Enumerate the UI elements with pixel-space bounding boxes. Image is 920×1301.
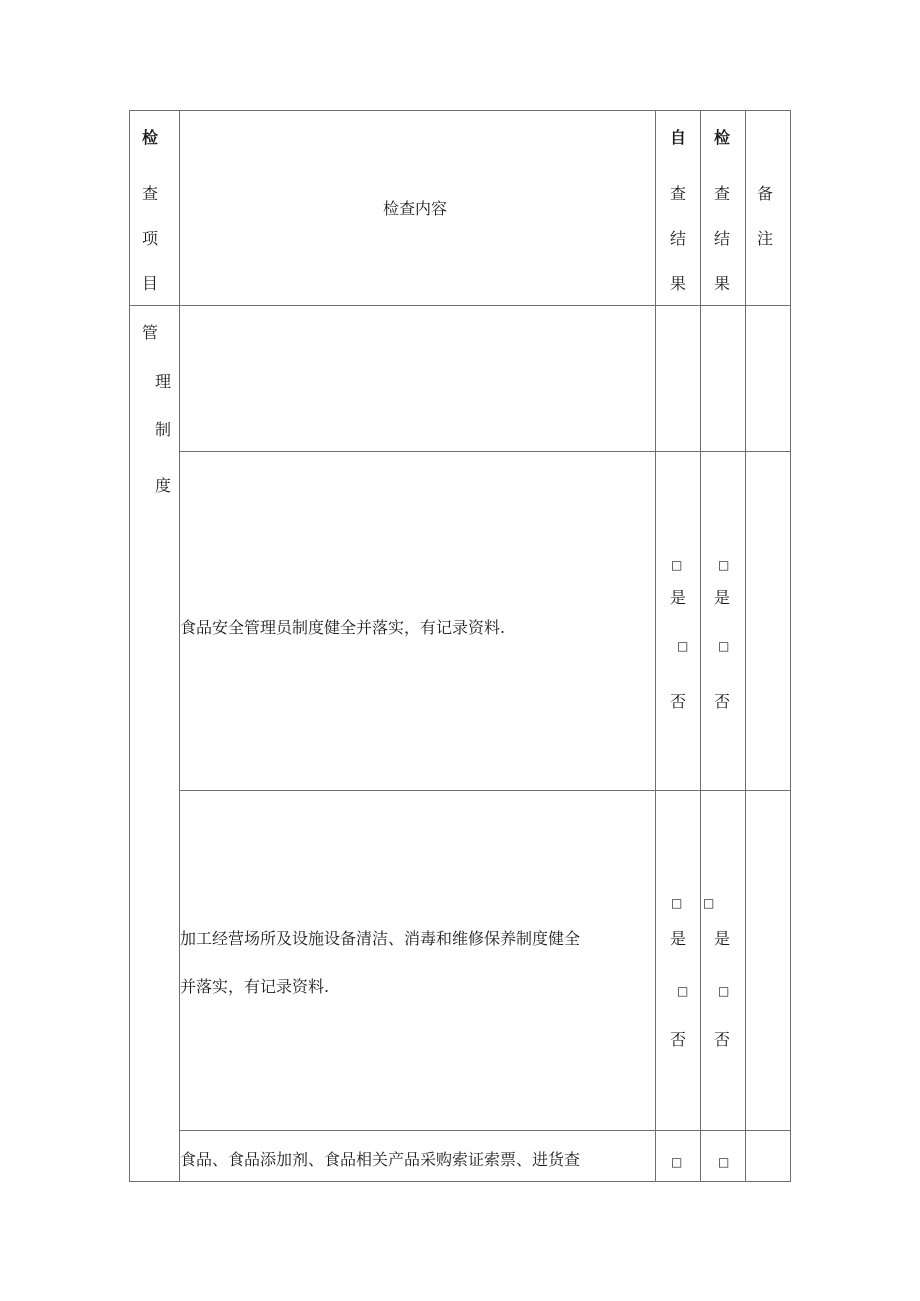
col-divider-check	[745, 110, 746, 1182]
table-border-top	[129, 110, 791, 111]
category-char-3: 制	[155, 420, 172, 439]
header-divider	[129, 305, 791, 306]
row3-self-no-checkbox[interactable]: □	[677, 984, 689, 998]
row3-check-no-label: 否	[714, 1030, 731, 1049]
row4-check-checkbox[interactable]: □	[718, 1155, 730, 1169]
header-content-label: 检查内容	[383, 199, 448, 218]
row2-content-line-1: 食品安全管理员制度健全并落实，有记录资料.	[180, 618, 506, 637]
row4-self-checkbox[interactable]: □	[671, 1155, 683, 1169]
row3-check-yes-checkbox[interactable]: □	[703, 896, 715, 910]
header-check-char-2: 查	[714, 184, 731, 203]
header-self-char-1: 自	[670, 128, 687, 147]
row3-check-no-checkbox[interactable]: □	[718, 984, 730, 998]
header-self-char-3: 结	[670, 229, 687, 248]
header-check-char-3: 结	[714, 229, 731, 248]
row2-self-yes-label: 是	[670, 588, 687, 607]
row3-self-yes-label: 是	[670, 929, 687, 948]
row2-check-no-checkbox[interactable]: □	[718, 639, 730, 653]
table-border-right	[790, 110, 791, 1182]
table-border-bottom	[129, 1181, 791, 1182]
row2-self-yes-checkbox[interactable]: □	[671, 558, 683, 572]
header-check-char-1: 检	[714, 128, 731, 147]
row3-self-yes-checkbox[interactable]: □	[671, 896, 683, 910]
header-remark-char-1: 备	[757, 184, 774, 203]
col-divider-content	[655, 110, 656, 1182]
category-char-2: 理	[155, 372, 172, 391]
category-char-4: 度	[155, 476, 172, 495]
header-self-char-2: 查	[670, 184, 687, 203]
row3-check-yes-label: 是	[714, 929, 731, 948]
row4-content-line-1: 食品、食品添加剂、食品相关产品采购索证索票、进货查	[180, 1150, 581, 1169]
header-item-char-4: 目	[142, 274, 159, 293]
row3-self-no-label: 否	[670, 1030, 687, 1049]
table-border-left	[129, 110, 130, 1182]
header-item-char-2: 查	[142, 184, 159, 203]
row2-check-yes-label: 是	[714, 588, 731, 607]
header-item-char-1: 检	[142, 128, 159, 147]
col-divider-self	[700, 110, 701, 1182]
header-check-char-4: 果	[714, 274, 731, 293]
col-divider-item	[179, 110, 180, 1182]
row2-self-no-checkbox[interactable]: □	[677, 639, 689, 653]
row2-self-no-label: 否	[670, 692, 687, 711]
header-self-char-4: 果	[670, 274, 687, 293]
category-char-1: 管	[142, 323, 159, 342]
header-remark-char-2: 注	[757, 229, 774, 248]
row3-content-line-1: 加工经营场所及设施设备清洁、消毒和维修保养制度健全	[180, 929, 581, 948]
row2-check-no-label: 否	[714, 692, 731, 711]
row3-content-line-2: 并落实，有记录资料.	[180, 977, 330, 996]
header-item-char-3: 项	[142, 229, 159, 248]
row2-check-yes-checkbox[interactable]: □	[718, 558, 730, 572]
